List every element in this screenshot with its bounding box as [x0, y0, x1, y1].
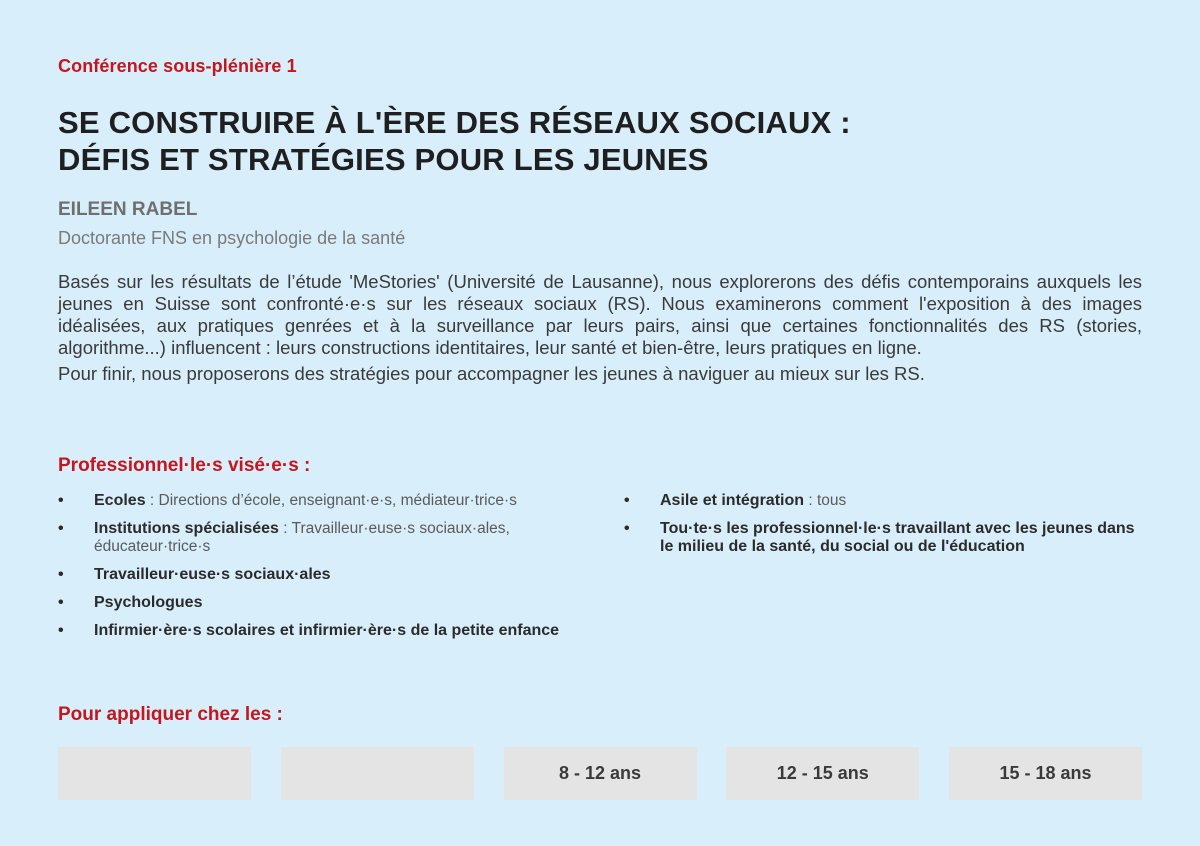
list-item — [624, 520, 1144, 556]
list-item — [58, 622, 598, 640]
page-title — [58, 104, 1058, 178]
list-item — [58, 520, 598, 556]
professionals-heading: Professionnel·le·s visé·e·s : — [58, 455, 311, 476]
bullet-icon: • — [58, 492, 64, 509]
list-item — [624, 492, 1144, 510]
list-item-detail: : tous — [804, 492, 847, 509]
bullet-icon: • — [58, 594, 64, 611]
professionals-list-right — [624, 492, 1144, 566]
list-item — [58, 566, 598, 584]
list-item-label: Psychologues — [94, 594, 203, 611]
bullet-icon: • — [624, 492, 630, 509]
list-item — [58, 492, 598, 510]
age-box-empty-1 — [58, 747, 251, 800]
age-box-15-18: 15 - 18 ans — [949, 747, 1142, 800]
bullet-icon: • — [624, 520, 630, 537]
abstract-paragraph-2: Pour finir, nous proposerons des stratégies pour accompagner les jeunes à naviguer au mieux sur les RS. — [58, 363, 925, 384]
speaker-role: Doctorante FNS en psychologie de la santé — [58, 228, 406, 248]
age-box-8-12: 8 - 12 ans — [504, 747, 697, 800]
bullet-icon: • — [58, 566, 64, 583]
age-box-empty-2 — [281, 747, 474, 800]
professionals-list-left — [58, 492, 598, 650]
abstract-paragraph-1: Basés sur les résultats de l’étude 'MeStories' (Université de Lausanne), nous explorerons des défis contemporains auxquels les jeunes en Suisse sont confronté·e·s sur les réseaux sociaux (RS). Nous examinerons comment l'exposition à des images idéalisées, aux pratiques genrées et à la surveillance par leurs pairs, ainsi que certaines fonctionnalités des RS (stories, algorithme...) influencent : leurs constructions identitaires, leur santé et bien-être, leurs pratiques en ligne. — [58, 271, 1142, 358]
title-line-2: DÉFIS ET STRATÉGIES POUR LES JEUNES — [58, 142, 709, 177]
bullet-icon: • — [58, 622, 64, 639]
bullet-icon: • — [58, 520, 64, 537]
age-groups-heading: Pour appliquer chez les : — [58, 704, 283, 725]
list-item-label: Asile et intégration — [660, 492, 805, 509]
list-item-label: Travailleur·euse·s sociaux·ales — [94, 566, 331, 583]
age-box-12-15: 12 - 15 ans — [726, 747, 919, 800]
abstract — [58, 271, 1142, 385]
age-groups-row — [58, 747, 1142, 800]
list-item — [58, 594, 598, 612]
list-item-detail: : Directions d’école, enseignant·e·s, médiateur·trice·s — [145, 492, 517, 509]
list-item-detail: : Travailleur·euse·s sociaux·ales, éducateur·trice·s — [94, 520, 510, 555]
list-item-label: Tou·te·s les professionnel·le·s travaillant avec les jeunes dans le milieu de la santé, du social ou de l'éducation — [660, 520, 1135, 555]
list-item-label: Institutions spécialisées — [94, 520, 279, 537]
session-kicker: Conférence sous-plénière 1 — [58, 56, 297, 76]
list-item-label: Infirmier·ère·s scolaires et infirmier·ère·s de la petite enfance — [94, 622, 560, 639]
title-line-1: SE CONSTRUIRE À L'ÈRE DES RÉSEAUX SOCIAUX : — [58, 105, 851, 140]
list-item-label: Ecoles — [94, 492, 146, 509]
speaker-name: EILEEN RABEL — [58, 199, 198, 220]
